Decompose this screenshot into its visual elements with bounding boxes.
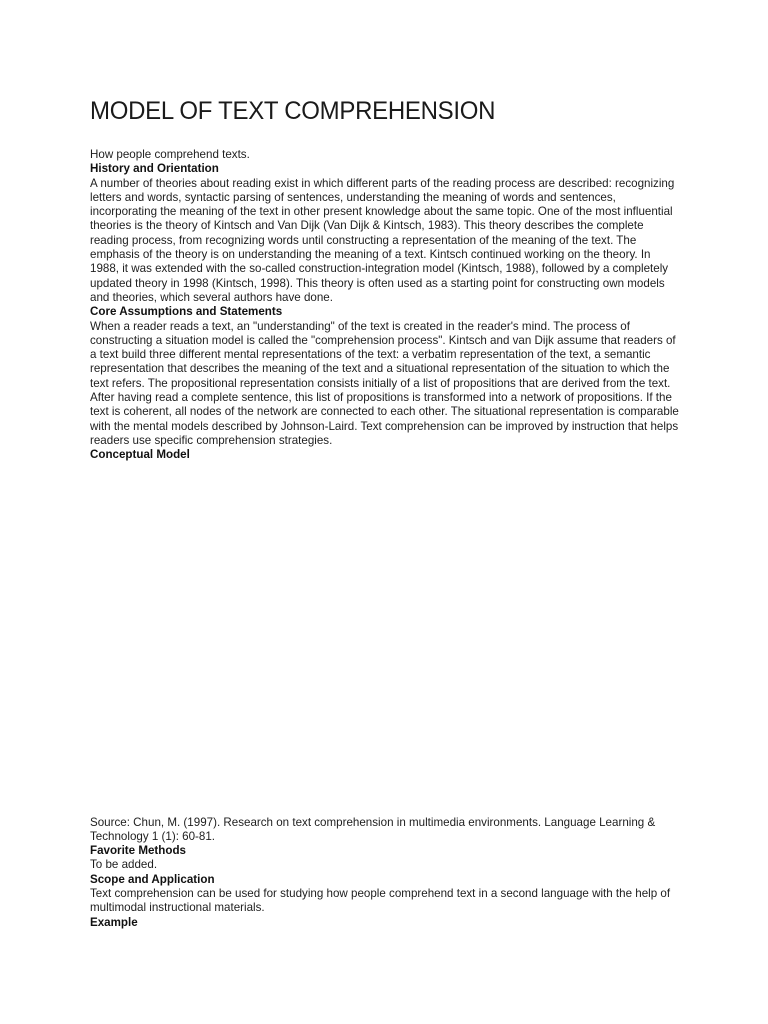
methods-paragraph: To be added.: [90, 858, 158, 872]
example-heading: Example: [90, 915, 138, 929]
page-title: MODEL OF TEXT COMPREHENSION: [90, 97, 496, 125]
core-paragraph: When a reader reads a text, an "understanding" of the text is created in the reader's mind. The process of constructing a situation model is called the "comprehension process". Kintsch and van Dijk assume that readers of a text build three different mental representations of the text: a verbatim representation of the text, a semantic representation that describes the meaning of the text and a situational representation of the situation to which the text refers. The propositional representation consists initially of a list of propositions that are derived from the text. After having read a complete sentence, this list of propositions is transformed into a network of propositions. If the text is coherent, all nodes of the network are connected to each other. The situational representation is comparable with the mental models described by Johnson-Laird. Text comprehension can be improved by instruction that helps readers use specific comprehension strategies.: [90, 319, 679, 447]
core-heading: Core Assumptions and Statements: [90, 305, 283, 319]
methods-heading: Favorite Methods: [90, 844, 186, 858]
document-page: [90, 94, 682, 930]
scope-heading: Scope and Application: [90, 872, 215, 886]
history-heading: History and Orientation: [90, 162, 219, 176]
scope-paragraph: Text comprehension can be used for studying how people comprehend text in a second language with the help of multimodal instructional materials.: [90, 887, 671, 915]
source-citation: Source: Chun, M. (1997). Research on text comprehension in multimedia environments. Language Learning & Technology 1 (1): 60-81.: [90, 815, 656, 843]
history-paragraph: A number of theories about reading exist in which different parts of the reading process are described: recognizing letters and words, syntactic parsing of sentences, understanding the meaning of words and sentences, incorporating the meaning of the text in other present knowledge about the same topic. One of the most influential theories is the theory of Kintsch and Van Dijk (Van Dijk & Kintsch, 1983). This theory describes the complete reading process, from recognizing words until constructing a representation of the meaning of the text. The emphasis of the theory is on understanding the meaning of a text. Kintsch continued working on the theory. In 1988, it was extended with the so-called construction-integration model (Kintsch, 1988), followed by a completely updated theory in 1998 (Kintsch, 1998). This theory is often used as a starting point for constructing own models and theories, which several authors have done.: [90, 176, 675, 304]
conceptual-heading: Conceptual Model: [90, 448, 190, 462]
intro-text: How people comprehend texts.: [90, 148, 250, 161]
conceptual-model-figure-area: [90, 463, 682, 816]
